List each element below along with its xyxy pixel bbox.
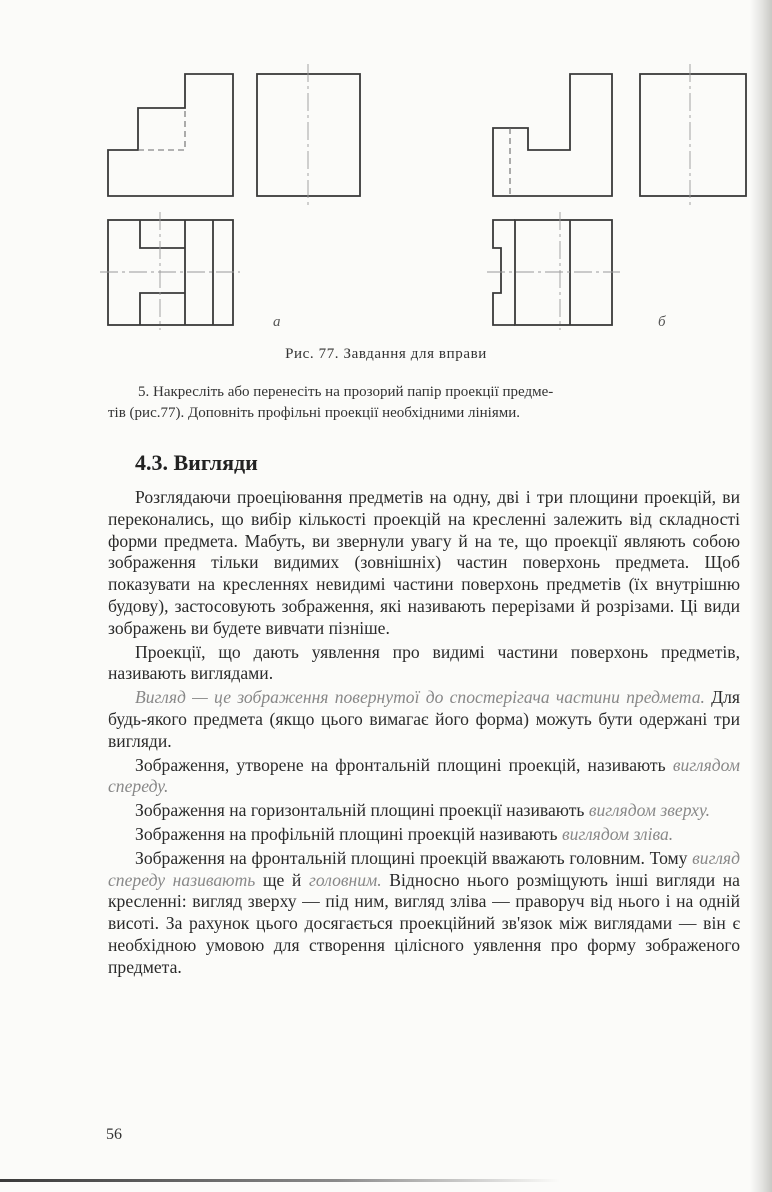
term-main-view-2: головним. bbox=[308, 869, 382, 890]
paragraph-7 bbox=[108, 848, 740, 979]
term-front-view: виглядом спереду. bbox=[108, 754, 740, 797]
page-number: 56 bbox=[106, 1126, 122, 1143]
exercise-text bbox=[108, 382, 740, 424]
fig-a-front-view bbox=[108, 74, 233, 196]
page-bottom-edge bbox=[0, 1179, 560, 1182]
fig-a-top-view bbox=[108, 220, 233, 325]
fig-b-top-notch bbox=[493, 220, 515, 325]
paragraph-7-text-a: Зображення на фронтальній площині проекцій вважають головним. Тому bbox=[135, 847, 688, 868]
paragraph-3-rest: Для будь-якого предмета (якщо цього вимагає його форма) можуть бути одержані три вигляди. bbox=[108, 687, 740, 751]
definition-italic: Вигляд — це зображення повернутої до спостерігача частини предмета. bbox=[135, 687, 705, 708]
fig-b-front-view bbox=[493, 74, 612, 196]
figure-label-a: а bbox=[273, 314, 281, 330]
term-main-view-1: вигляд спереду називають bbox=[108, 847, 740, 890]
fig-b-side-view bbox=[640, 74, 746, 196]
paragraph-7-text-c: Відносно нього розміщують інші вигляди на кресленні: вигляд зверху — під ним, вигляд зліва — праворуч від нього і на одній висоті. За рахунок цього досягається проекційний зв'язок між виглядами — він є необхідною умовою для створення цілісного уявлення про форму зображеного предмета. bbox=[108, 869, 740, 977]
section-body bbox=[108, 487, 740, 981]
paragraph-3 bbox=[108, 687, 740, 752]
exercise-line-1: 5. Накресліть або перенесіть на прозорий папір проекції предме- bbox=[138, 384, 554, 400]
paragraph-6 bbox=[108, 824, 740, 846]
figure-label-b: б bbox=[658, 314, 666, 330]
exercise-line-2: тів (рис.77). Доповніть профільні проекції необхідними лініями. bbox=[108, 405, 521, 421]
figure-77-drawing bbox=[0, 0, 772, 340]
section-title: 4.3. Вигляди bbox=[135, 450, 258, 475]
term-left-view: виглядом зліва. bbox=[561, 823, 674, 844]
fig-b-center-lines bbox=[487, 64, 690, 330]
fig-a-hidden-line bbox=[138, 108, 185, 150]
fig-a-center-lines bbox=[100, 64, 308, 330]
fig-b-top-view bbox=[515, 220, 612, 325]
fig-a-side-view bbox=[257, 74, 360, 196]
paragraph-7-text-b: ще й bbox=[262, 869, 302, 890]
paragraph-4-text: Зображення, утворене на фронтальній площині проекцій, називають bbox=[135, 754, 666, 775]
paragraph-2: Проекції, що дають уявлення про видимі частини поверхонь предметів, називають виглядами. bbox=[108, 641, 740, 684]
paragraph-4 bbox=[108, 755, 740, 799]
paragraph-5 bbox=[108, 800, 740, 822]
term-top-view: виглядом зверху. bbox=[588, 800, 711, 821]
fig-a-top-inner bbox=[140, 220, 213, 325]
paragraph-1: Розглядаючи проеціювання предметів на одну, дві і три площини проекцій, ви переконались, що вибір кількості проекцій на кресленні залежить від складності форми предмета. Мабуть, ви звернули увагу й на те, що проекції являють собою зображення тільки видимих (зовнішніх) частин поверхонь предмета. Щоб показувати на кресленнях невидимі частини поверхонь предметів (їх внутрішню будову), застосовують зображення, які називають перерізами й розрізами. Ці види зображень ви будете вивчати пізніше. bbox=[108, 487, 740, 638]
paragraph-6-text: Зображення на профільній площині проекцій називають bbox=[135, 823, 558, 844]
paragraph-5-text: Зображення на горизонтальній площині проекції називають bbox=[135, 800, 585, 821]
figure-caption: Рис. 77. Завдання для вправи bbox=[285, 346, 487, 362]
